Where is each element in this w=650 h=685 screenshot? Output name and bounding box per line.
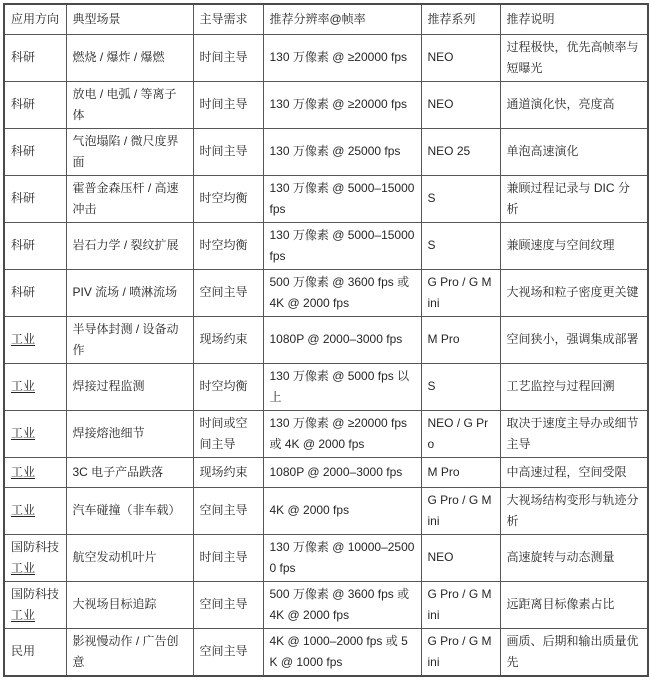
cell-application-direction <box>4 628 66 676</box>
cell-recommendation-note: 空间狭小，强调集成部署 <box>500 316 648 363</box>
cell-recommended-resolution-framerate: 130 万像素 @ 25000 fps <box>263 128 421 175</box>
col-header-recommendation-note: 推荐说明 <box>500 4 648 34</box>
cell-typical-scenario: 汽车碰撞（非车载） <box>66 487 193 534</box>
cell-dominant-demand: 现场约束 <box>193 316 263 363</box>
cell-recommended-resolution-framerate: 130 万像素 @ ≥20000 fps <box>263 81 421 128</box>
application-direction-label: 工业 <box>11 560 36 575</box>
table-body <box>4 34 648 676</box>
table-row <box>4 363 648 410</box>
table-row <box>4 175 648 222</box>
cell-typical-scenario: PIV 流场 / 喷淋流场 <box>66 269 193 316</box>
cell-recommendation-note: 兼顾过程记录与 DIC 分析 <box>500 175 648 222</box>
cell-application-direction <box>4 410 66 457</box>
table-row <box>4 269 648 316</box>
table-row <box>4 534 648 581</box>
cell-application-direction <box>4 534 66 581</box>
cell-application-direction <box>4 269 66 316</box>
cell-recommended-resolution-framerate: 130 万像素 @ 5000–15000 fps <box>263 222 421 269</box>
table-row <box>4 81 648 128</box>
col-header-typical-scenario: 典型场景 <box>66 4 193 34</box>
cell-dominant-demand: 时间主导 <box>193 81 263 128</box>
cell-typical-scenario: 气泡塌陷 / 微尺度界面 <box>66 128 193 175</box>
application-direction-label: 工业 <box>11 503 36 517</box>
cell-typical-scenario: 岩石力学 / 裂纹扩展 <box>66 222 193 269</box>
table-row <box>4 487 648 534</box>
cell-dominant-demand: 时空均衡 <box>193 175 263 222</box>
cell-dominant-demand: 空间主导 <box>193 581 263 628</box>
cell-application-direction <box>4 81 66 128</box>
table-row <box>4 316 648 363</box>
cell-recommended-resolution-framerate: 130 万像素 @ 5000 fps 以上 <box>263 363 421 410</box>
cell-recommendation-note: 工艺监控与过程回溯 <box>500 363 648 410</box>
cell-recommended-series: M Pro <box>421 316 500 363</box>
cell-recommended-series: NEO <box>421 534 500 581</box>
cell-dominant-demand: 空间主导 <box>193 487 263 534</box>
col-header-recommended-series: 推荐系列 <box>421 4 500 34</box>
cell-recommendation-note: 通道演化快，亮度高 <box>500 81 648 128</box>
cell-application-direction <box>4 128 66 175</box>
cell-recommended-resolution-framerate: 130 万像素 @ 10000–25000 fps <box>263 534 421 581</box>
table-row <box>4 581 648 628</box>
application-direction-label: 国防科技 <box>11 586 60 601</box>
cell-recommended-series: M Pro <box>421 457 500 487</box>
table-row <box>4 410 648 457</box>
application-direction-label: 科研 <box>11 97 36 111</box>
cell-recommended-series: G Pro / G Mini <box>421 269 500 316</box>
cell-recommended-resolution-framerate: 500 万像素 @ 3600 fps 或 4K @ 2000 fps <box>263 269 421 316</box>
cell-dominant-demand: 时间主导 <box>193 128 263 175</box>
cell-recommended-resolution-framerate: 130 万像素 @ ≥20000 fps <box>263 34 421 81</box>
cell-application-direction <box>4 487 66 534</box>
cell-recommendation-note: 远距离目标像素占比 <box>500 581 648 628</box>
cell-dominant-demand: 空间主导 <box>193 628 263 676</box>
cell-recommended-series: NEO <box>421 34 500 81</box>
cell-recommended-series: NEO 25 <box>421 128 500 175</box>
table-row <box>4 34 648 81</box>
cell-dominant-demand: 时间主导 <box>193 534 263 581</box>
application-direction-label: 科研 <box>11 285 36 299</box>
cell-recommendation-note: 大视场和粒子密度更关键 <box>500 269 648 316</box>
application-direction-label: 科研 <box>11 191 36 205</box>
table-row <box>4 128 648 175</box>
application-direction-label: 工业 <box>11 426 36 440</box>
cell-typical-scenario: 半导体封测 / 设备动作 <box>66 316 193 363</box>
application-direction-label: 工业 <box>11 379 36 393</box>
header-row <box>4 4 648 34</box>
cell-typical-scenario: 焊接熔池细节 <box>66 410 193 457</box>
cell-dominant-demand: 时间或空间主导 <box>193 410 263 457</box>
cell-application-direction <box>4 581 66 628</box>
cell-recommended-resolution-framerate: 1080P @ 2000–3000 fps <box>263 457 421 487</box>
cell-recommended-resolution-framerate: 4K @ 2000 fps <box>263 487 421 534</box>
cell-typical-scenario: 影视慢动作 / 广告创意 <box>66 628 193 676</box>
cell-typical-scenario: 航空发动机叶片 <box>66 534 193 581</box>
cell-recommendation-note: 大视场结构变形与轨迹分析 <box>500 487 648 534</box>
cell-application-direction <box>4 363 66 410</box>
cell-application-direction <box>4 34 66 81</box>
cell-recommended-resolution-framerate: 4K @ 1000–2000 fps 或 5K @ 1000 fps <box>263 628 421 676</box>
cell-application-direction <box>4 316 66 363</box>
cell-recommendation-note: 单泡高速演化 <box>500 128 648 175</box>
cell-recommended-series: G Pro / G Mini <box>421 487 500 534</box>
cell-application-direction <box>4 222 66 269</box>
cell-recommendation-note: 高速旋转与动态测量 <box>500 534 648 581</box>
cell-recommended-resolution-framerate: 1080P @ 2000–3000 fps <box>263 316 421 363</box>
cell-recommended-series: NEO <box>421 81 500 128</box>
cell-typical-scenario: 焊接过程监测 <box>66 363 193 410</box>
cell-typical-scenario: 大视场目标追踪 <box>66 581 193 628</box>
camera-recommendation-table <box>3 3 649 677</box>
cell-typical-scenario: 3C 电子产品跌落 <box>66 457 193 487</box>
application-direction-label: 科研 <box>11 238 36 252</box>
application-direction-label: 工业 <box>11 607 36 622</box>
cell-dominant-demand: 时空均衡 <box>193 222 263 269</box>
application-direction-label: 工业 <box>11 464 36 479</box>
cell-recommendation-note: 过程极快，优先高帧率与短曝光 <box>500 34 648 81</box>
table-row <box>4 628 648 676</box>
cell-recommended-series: NEO / G Pro <box>421 410 500 457</box>
cell-typical-scenario: 放电 / 电弧 / 等离子体 <box>66 81 193 128</box>
cell-application-direction <box>4 175 66 222</box>
cell-dominant-demand: 现场约束 <box>193 457 263 487</box>
cell-recommended-series: S <box>421 222 500 269</box>
cell-typical-scenario: 燃烧 / 爆炸 / 爆燃 <box>66 34 193 81</box>
cell-recommended-resolution-framerate: 500 万像素 @ 3600 fps 或 4K @ 2000 fps <box>263 581 421 628</box>
cell-recommendation-note: 画质、后期和输出质量优先 <box>500 628 648 676</box>
table-row <box>4 222 648 269</box>
cell-application-direction <box>4 457 66 487</box>
cell-recommended-resolution-framerate: 130 万像素 @ ≥20000 fps 或 4K @ 2000 fps <box>263 410 421 457</box>
cell-dominant-demand: 空间主导 <box>193 269 263 316</box>
cell-recommended-series: G Pro / G Mini <box>421 581 500 628</box>
cell-recommendation-note: 兼顾速度与空间纹理 <box>500 222 648 269</box>
application-direction-label: 科研 <box>11 50 36 64</box>
cell-dominant-demand: 时空均衡 <box>193 363 263 410</box>
table-row <box>4 457 648 487</box>
col-header-dominant-demand: 主导需求 <box>193 4 263 34</box>
cell-dominant-demand: 时间主导 <box>193 34 263 81</box>
col-header-application-direction: 应用方向 <box>4 4 66 34</box>
application-direction-label: 工业 <box>11 332 36 346</box>
application-direction-label: 民用 <box>11 644 36 658</box>
cell-recommended-series: S <box>421 175 500 222</box>
cell-recommended-series: S <box>421 363 500 410</box>
cell-typical-scenario: 霍普金森压杆 / 高速冲击 <box>66 175 193 222</box>
col-header-recommended-resolution-framerate: 推荐分辨率@帧率 <box>263 4 421 34</box>
application-direction-label: 科研 <box>11 144 36 158</box>
cell-recommendation-note: 取决于速度主导办或细节主导 <box>500 410 648 457</box>
cell-recommended-series: G Pro / G Mini <box>421 628 500 676</box>
cell-recommendation-note: 中高速过程，空间受限 <box>500 457 648 487</box>
cell-recommended-resolution-framerate: 130 万像素 @ 5000–15000 fps <box>263 175 421 222</box>
application-direction-label: 国防科技 <box>11 539 60 554</box>
